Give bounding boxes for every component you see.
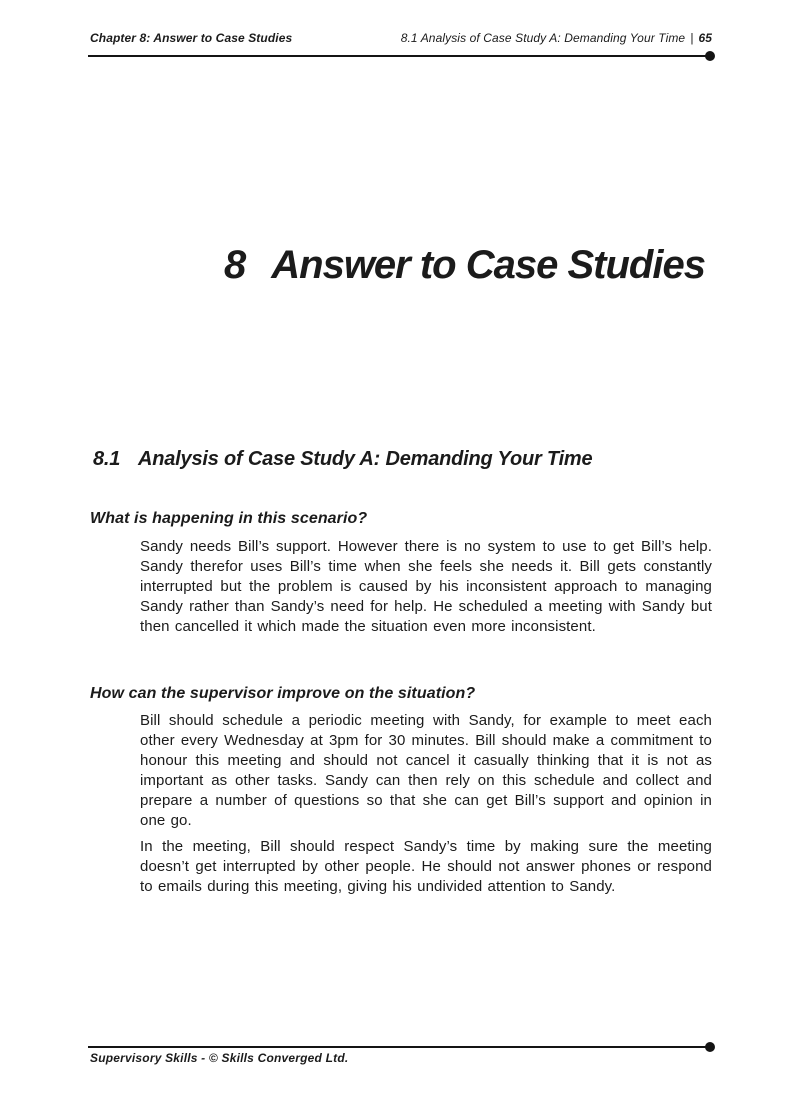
section-title-text: Analysis of Case Study A: Demanding Your Time <box>138 448 593 470</box>
section-number: 8.1 <box>93 448 121 470</box>
answer-paragraph: Bill should schedule a periodic meeting with Sandy, for example to meet each other every Wednesday at 3pm for 30 minutes. Bill should make a commitment to honour this meeting and should not cancel it casually thinking that it is not as important as other tasks. Sandy can then rely on this schedule and collect and prepare a number of questions so that she can get Bill’s support and opinion in one go. <box>140 712 712 829</box>
chapter-number: 8 <box>224 243 246 287</box>
header-section-label <box>401 30 712 46</box>
header-rule-dot <box>705 51 715 61</box>
answer-paragraph: Sandy needs Bill’s support. However there is no system to use to get Bill’s help. Sandy therefor uses Bill’s time when she feels she needs it. Bill gets constantly interrupted but the problem is caused by his inconsistent approach to managing Sandy rather than Sandy’s need for help. He scheduled a meeting with Sandy but then cancelled it which made the situation even more inconsistent. <box>140 538 712 635</box>
chapter-title <box>224 243 705 288</box>
answer-paragraph: In the meeting, Bill should respect Sandy’s time by making sure the meeting doesn’t get interrupted by other people. He should not answer phones or respond to emails during this meeting, giving his undivided attention to Sandy. <box>140 838 712 895</box>
header-separator: | <box>690 31 694 45</box>
header-rule <box>88 55 706 57</box>
page-header <box>90 30 712 46</box>
header-chapter-label: Chapter 8: Answer to Case Studies <box>90 31 293 45</box>
header-section-title: 8.1 Analysis of Case Study A: Demanding Your Time <box>400 31 686 45</box>
section-heading <box>93 448 592 471</box>
chapter-title-text: Answer to Case Studies <box>271 243 705 287</box>
question-heading-improve: How can the supervisor improve on the situation? <box>90 685 476 702</box>
footer-copyright: Supervisory Skills - © Skills Converged Ltd. <box>90 1051 349 1065</box>
footer-rule <box>88 1046 706 1048</box>
question-heading-scenario: What is happening in this scenario? <box>90 510 368 527</box>
footer-rule-dot <box>705 1042 715 1052</box>
page-number: 65 <box>698 31 712 45</box>
